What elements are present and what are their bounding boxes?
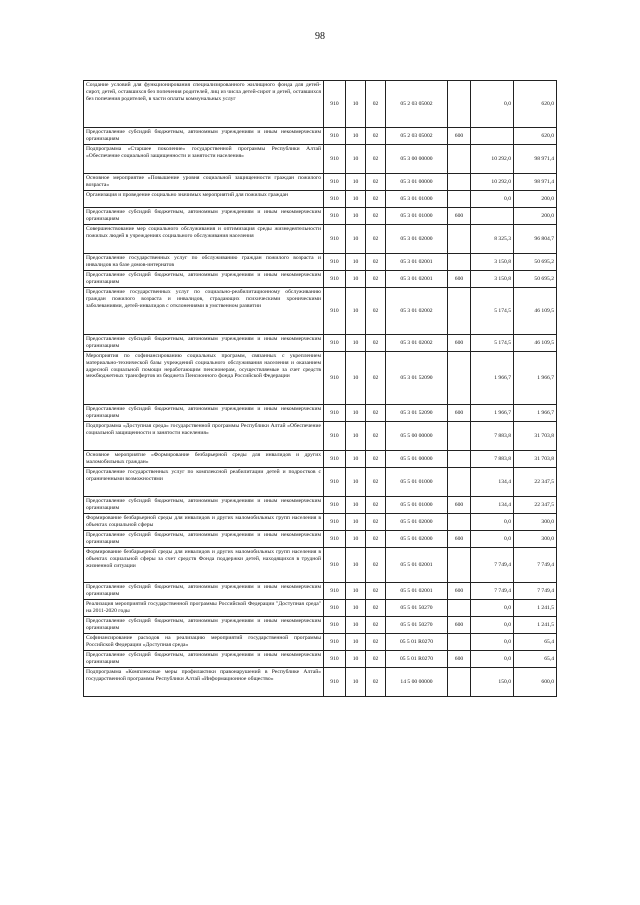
table-row (84, 451, 557, 468)
table-row (84, 634, 557, 651)
row-name: Подпрограмма «Комплексные меры профилактики правонарушений в Республике Алтай» государственной программы Республики Алтай «Информационное общество» (84, 668, 324, 697)
expense-type-code (448, 634, 471, 651)
row-name: Предоставление государственных услуг по обслуживанию граждан пожилого возраста и инвалидов на базе домов-интернатов (84, 254, 324, 271)
amount-change: 0,0 (471, 617, 514, 634)
section-code: 10 (346, 668, 366, 697)
amount-total: 31 703,8 (514, 422, 557, 451)
article-code: 05 5 01 01000 (386, 468, 448, 497)
subsection-code: 02 (366, 191, 386, 208)
row-name: Предоставление субсидий бюджетным, автономным учреждениям и иным некоммерческим организациям (84, 497, 324, 514)
ministry-code: 910 (324, 617, 346, 634)
amount-total: 50 695,2 (514, 271, 557, 288)
row-name: Основное мероприятие «Формирование безбарьерной среды для инвалидов и других маломобильных граждан» (84, 451, 324, 468)
section-code: 10 (346, 617, 366, 634)
section-code: 10 (346, 254, 366, 271)
expense-type-code (448, 81, 471, 128)
section-code: 10 (346, 451, 366, 468)
expense-type-code: 600 (448, 583, 471, 600)
section-code: 10 (346, 548, 366, 583)
table-row (84, 600, 557, 617)
ministry-code: 910 (324, 422, 346, 451)
budget-table (83, 80, 557, 697)
expense-type-code: 600 (448, 128, 471, 145)
article-code: 05 3 01 02002 (386, 288, 448, 335)
article-code: 05 5 01 50270 (386, 617, 448, 634)
subsection-code: 02 (366, 208, 386, 225)
amount-total: 65,4 (514, 634, 557, 651)
table-row (84, 668, 557, 697)
article-code: 05 5 01 02000 (386, 514, 448, 531)
amount-total: 98 971,4 (514, 145, 557, 174)
amount-change: 7 749,4 (471, 583, 514, 600)
subsection-code: 02 (366, 225, 386, 254)
section-code: 10 (346, 81, 366, 128)
subsection-code: 02 (366, 531, 386, 548)
subsection-code: 02 (366, 81, 386, 128)
ministry-code: 910 (324, 254, 346, 271)
subsection-code: 02 (366, 468, 386, 497)
expense-type-code: 600 (448, 617, 471, 634)
table-row (84, 422, 557, 451)
row-name: Предоставление субсидий бюджетным, автономным учреждениям и иным некоммерческим организациям (84, 271, 324, 288)
table-row (84, 651, 557, 668)
table-row (84, 128, 557, 145)
ministry-code: 910 (324, 600, 346, 617)
table-row (84, 497, 557, 514)
amount-change: 1 966,7 (471, 352, 514, 405)
amount-total: 620,0 (514, 128, 557, 145)
ministry-code: 910 (324, 668, 346, 697)
section-code: 10 (346, 583, 366, 600)
expense-type-code (448, 422, 471, 451)
article-code: 05 3 01 02001 (386, 254, 448, 271)
article-code: 05 3 01 02002 (386, 335, 448, 352)
amount-change: 134,4 (471, 468, 514, 497)
article-code: 05 3 01 52090 (386, 405, 448, 422)
amount-total: 600,0 (514, 668, 557, 697)
amount-total: 22 347,5 (514, 497, 557, 514)
amount-change: 1 966,7 (471, 405, 514, 422)
page-number: 98 (315, 31, 325, 42)
expense-type-code: 600 (448, 335, 471, 352)
section-code: 10 (346, 225, 366, 254)
ministry-code: 910 (324, 634, 346, 651)
subsection-code: 02 (366, 451, 386, 468)
ministry-code: 910 (324, 468, 346, 497)
article-code: 05 2 03 05002 (386, 128, 448, 145)
amount-change: 8 325,3 (471, 225, 514, 254)
subsection-code: 02 (366, 600, 386, 617)
table-row (84, 405, 557, 422)
article-code: 14 5 00 00000 (386, 668, 448, 697)
expense-type-code (448, 352, 471, 405)
amount-total: 620,0 (514, 81, 557, 128)
table-row (84, 271, 557, 288)
table-row (84, 583, 557, 600)
article-code: 05 3 01 02000 (386, 225, 448, 254)
amount-total: 1 966,7 (514, 352, 557, 405)
amount-change: 0,0 (471, 191, 514, 208)
ministry-code: 910 (324, 514, 346, 531)
subsection-code: 02 (366, 651, 386, 668)
amount-change: 150,0 (471, 668, 514, 697)
subsection-code: 02 (366, 405, 386, 422)
row-name: Основное мероприятие «Повышение уровня социальной защищенности граждан пожилого возраста» (84, 174, 324, 191)
expense-type-code (448, 468, 471, 497)
amount-change: 3 150,8 (471, 271, 514, 288)
ministry-code: 910 (324, 405, 346, 422)
section-code: 10 (346, 174, 366, 191)
row-name: Предоставление субсидий бюджетным, автономным учреждениям и иным некоммерческим организациям (84, 128, 324, 145)
amount-total: 200,0 (514, 208, 557, 225)
ministry-code: 910 (324, 531, 346, 548)
amount-total: 46 109,5 (514, 335, 557, 352)
ministry-code: 910 (324, 145, 346, 174)
article-code: 05 5 01 R0270 (386, 651, 448, 668)
article-code: 05 5 01 02000 (386, 531, 448, 548)
row-name: Предоставление субсидий бюджетным, автономным учреждениям и иным некоммерческим организациям (84, 617, 324, 634)
amount-change: 0,0 (471, 514, 514, 531)
ministry-code: 910 (324, 128, 346, 145)
article-code: 05 3 00 00000 (386, 145, 448, 174)
subsection-code: 02 (366, 288, 386, 335)
section-code: 10 (346, 128, 366, 145)
expense-type-code (448, 451, 471, 468)
expense-type-code: 600 (448, 208, 471, 225)
row-name: Мероприятия по софинансированию социальных программ, связанных с укреплением материально-технической базы учреждений социального обслуживания населения и оказанием адресной социальной помощи неработающим пенсионерам, осуществляемые за счет средств межбюджетных трансфертов из бюджета Пенсионного фонда Российской Федерации (84, 352, 324, 405)
article-code: 05 5 01 01000 (386, 497, 448, 514)
table-row (84, 81, 557, 128)
table-row (84, 352, 557, 405)
ministry-code: 910 (324, 271, 346, 288)
section-code: 10 (346, 145, 366, 174)
amount-change: 0,0 (471, 531, 514, 548)
subsection-code: 02 (366, 335, 386, 352)
table-row (84, 514, 557, 531)
article-code: 05 3 01 52090 (386, 352, 448, 405)
amount-total: 300,0 (514, 531, 557, 548)
amount-total: 1 241,5 (514, 600, 557, 617)
amount-change: 5 174,5 (471, 335, 514, 352)
section-code: 10 (346, 208, 366, 225)
expense-type-code (448, 288, 471, 335)
row-name: Формирование безбарьерной среды для инвалидов и других маломобильных групп населения в объектах социальной сферы (84, 514, 324, 531)
article-code: 05 5 01 02001 (386, 548, 448, 583)
ministry-code: 910 (324, 352, 346, 405)
row-name: Совершенствование мер социального обслуживания и оптимизация среды жизнедеятельности пожилых людей в учреждениях социального обслуживания населения (84, 225, 324, 254)
article-code: 05 5 01 R0270 (386, 634, 448, 651)
amount-change: 10 292,0 (471, 145, 514, 174)
row-name: Формирование безбарьерной среды для инвалидов и других маломобильных групп населения в объектах социальной сферы за счет средств Фонда поддержки детей, находящихся в трудной жизненной ситуации (84, 548, 324, 583)
section-code: 10 (346, 634, 366, 651)
section-code: 10 (346, 405, 366, 422)
expense-type-code (448, 668, 471, 697)
expense-type-code: 600 (448, 531, 471, 548)
subsection-code: 02 (366, 514, 386, 531)
article-code: 05 5 01 00000 (386, 451, 448, 468)
amount-change: 5 174,5 (471, 288, 514, 335)
expense-type-code (448, 254, 471, 271)
amount-change: 0,0 (471, 81, 514, 128)
ministry-code: 910 (324, 651, 346, 668)
amount-total: 7 749,4 (514, 548, 557, 583)
subsection-code: 02 (366, 145, 386, 174)
section-code: 10 (346, 422, 366, 451)
section-code: 10 (346, 531, 366, 548)
amount-change: 7 883,8 (471, 422, 514, 451)
ministry-code: 910 (324, 288, 346, 335)
table-row (84, 288, 557, 335)
amount-total: 1 966,7 (514, 405, 557, 422)
table-row (84, 191, 557, 208)
table-row (84, 468, 557, 497)
subsection-code: 02 (366, 548, 386, 583)
article-code: 05 3 01 02001 (386, 271, 448, 288)
amount-total: 22 347,5 (514, 468, 557, 497)
amount-change: 0,0 (471, 600, 514, 617)
amount-change: 3 150,8 (471, 254, 514, 271)
subsection-code: 02 (366, 583, 386, 600)
article-code: 05 5 01 02001 (386, 583, 448, 600)
amount-total: 1 241,5 (514, 617, 557, 634)
expense-type-code: 600 (448, 651, 471, 668)
row-name: Софинансирование расходов на реализацию мероприятий государственной программы Российской Федерации «Доступная среда» (84, 634, 324, 651)
expense-type-code (448, 548, 471, 583)
table-row (84, 208, 557, 225)
expense-type-code (448, 225, 471, 254)
amount-total: 200,0 (514, 191, 557, 208)
row-name: Реализация мероприятий государственной программы Российской Федерации "Доступная среда" на 2011-2020 годы (84, 600, 324, 617)
amount-total: 96 804,7 (514, 225, 557, 254)
section-code: 10 (346, 288, 366, 335)
subsection-code: 02 (366, 174, 386, 191)
ministry-code: 910 (324, 174, 346, 191)
budget-table-body (84, 81, 557, 697)
table-row (84, 254, 557, 271)
subsection-code: 02 (366, 352, 386, 405)
article-code: 05 5 01 50270 (386, 600, 448, 617)
amount-change (471, 208, 514, 225)
ministry-code: 910 (324, 81, 346, 128)
row-name: Предоставление государственных услуг по комплексной реабилитации детей и подростков с ограниченными возможностями (84, 468, 324, 497)
amount-total: 31 703,8 (514, 451, 557, 468)
amount-change (471, 128, 514, 145)
subsection-code: 02 (366, 422, 386, 451)
ministry-code: 910 (324, 225, 346, 254)
section-code: 10 (346, 497, 366, 514)
section-code: 10 (346, 514, 366, 531)
expense-type-code (448, 191, 471, 208)
table-row (84, 531, 557, 548)
expense-type-code: 600 (448, 271, 471, 288)
amount-change: 7 883,8 (471, 451, 514, 468)
ministry-code: 910 (324, 208, 346, 225)
row-name: Создание условий для функционирования специализированного жилищного фонда для детей-сирот, детей, оставшихся без попечения родителей, лиц из числа детей-сирот и детей, оставшихся без попечения родителей, в части оплаты коммунальных услуг (84, 81, 324, 128)
amount-total: 300,0 (514, 514, 557, 531)
expense-type-code (448, 145, 471, 174)
ministry-code: 910 (324, 335, 346, 352)
table-row (84, 174, 557, 191)
ministry-code: 910 (324, 548, 346, 583)
article-code: 05 3 01 01000 (386, 208, 448, 225)
article-code: 05 5 00 00000 (386, 422, 448, 451)
section-code: 10 (346, 271, 366, 288)
subsection-code: 02 (366, 254, 386, 271)
table-row (84, 335, 557, 352)
expense-type-code: 600 (448, 497, 471, 514)
subsection-code: 02 (366, 634, 386, 651)
section-code: 10 (346, 468, 366, 497)
row-name: Предоставление государственных услуг по социально-реабилитационному обслуживанию граждан пожилого возраста и инвалидов, страдающих психическими хроническими заболеваниями, детей-инвалидов с отклонениями в умственном развитии (84, 288, 324, 335)
amount-total: 7 749,4 (514, 583, 557, 600)
table-row (84, 548, 557, 583)
section-code: 10 (346, 191, 366, 208)
section-code: 10 (346, 352, 366, 405)
row-name: Предоставление субсидий бюджетным, автономным учреждениям и иным некоммерческим организациям (84, 531, 324, 548)
subsection-code: 02 (366, 271, 386, 288)
row-name: Предоставление субсидий бюджетным, автономным учреждениям и иным некоммерческим организациям (84, 335, 324, 352)
section-code: 10 (346, 651, 366, 668)
subsection-code: 02 (366, 668, 386, 697)
article-code: 05 3 01 00000 (386, 174, 448, 191)
amount-change: 134,4 (471, 497, 514, 514)
row-name: Предоставление субсидий бюджетным, автономным учреждениям и иным некоммерческим организациям (84, 208, 324, 225)
amount-total: 98 971,4 (514, 174, 557, 191)
subsection-code: 02 (366, 617, 386, 634)
ministry-code: 910 (324, 497, 346, 514)
row-name: Организация и проведение социально значимых мероприятий для пожилых граждан (84, 191, 324, 208)
subsection-code: 02 (366, 497, 386, 514)
amount-change: 0,0 (471, 651, 514, 668)
article-code: 05 2 03 05002 (386, 81, 448, 128)
row-name: Предоставление субсидий бюджетным, автономным учреждениям и иным некоммерческим организациям (84, 405, 324, 422)
table-row (84, 145, 557, 174)
table-row (84, 225, 557, 254)
expense-type-code: 600 (448, 405, 471, 422)
section-code: 10 (346, 600, 366, 617)
subsection-code: 02 (366, 128, 386, 145)
expense-type-code (448, 174, 471, 191)
row-name: Подпрограмма «Старшее поколение» государственной программы Республики Алтай «Обеспечение социальной защищенности и занятости населения» (84, 145, 324, 174)
ministry-code: 910 (324, 583, 346, 600)
amount-change: 0,0 (471, 634, 514, 651)
ministry-code: 910 (324, 191, 346, 208)
ministry-code: 910 (324, 451, 346, 468)
expense-type-code (448, 514, 471, 531)
table-row (84, 617, 557, 634)
row-name: Предоставление субсидий бюджетным, автономным учреждениям и иным некоммерческим организациям (84, 651, 324, 668)
amount-change: 10 292,0 (471, 174, 514, 191)
row-name: Подпрограмма «Доступная среда» государственной программы Республики Алтай «Обеспечение социальной защищенности и занятости населения» (84, 422, 324, 451)
article-code: 05 3 01 01000 (386, 191, 448, 208)
amount-total: 50 695,2 (514, 254, 557, 271)
amount-total: 46 109,5 (514, 288, 557, 335)
amount-change: 7 749,4 (471, 548, 514, 583)
amount-total: 65,4 (514, 651, 557, 668)
section-code: 10 (346, 335, 366, 352)
row-name: Предоставление субсидий бюджетным, автономным учреждениям и иным некоммерческим организациям (84, 583, 324, 600)
expense-type-code (448, 600, 471, 617)
